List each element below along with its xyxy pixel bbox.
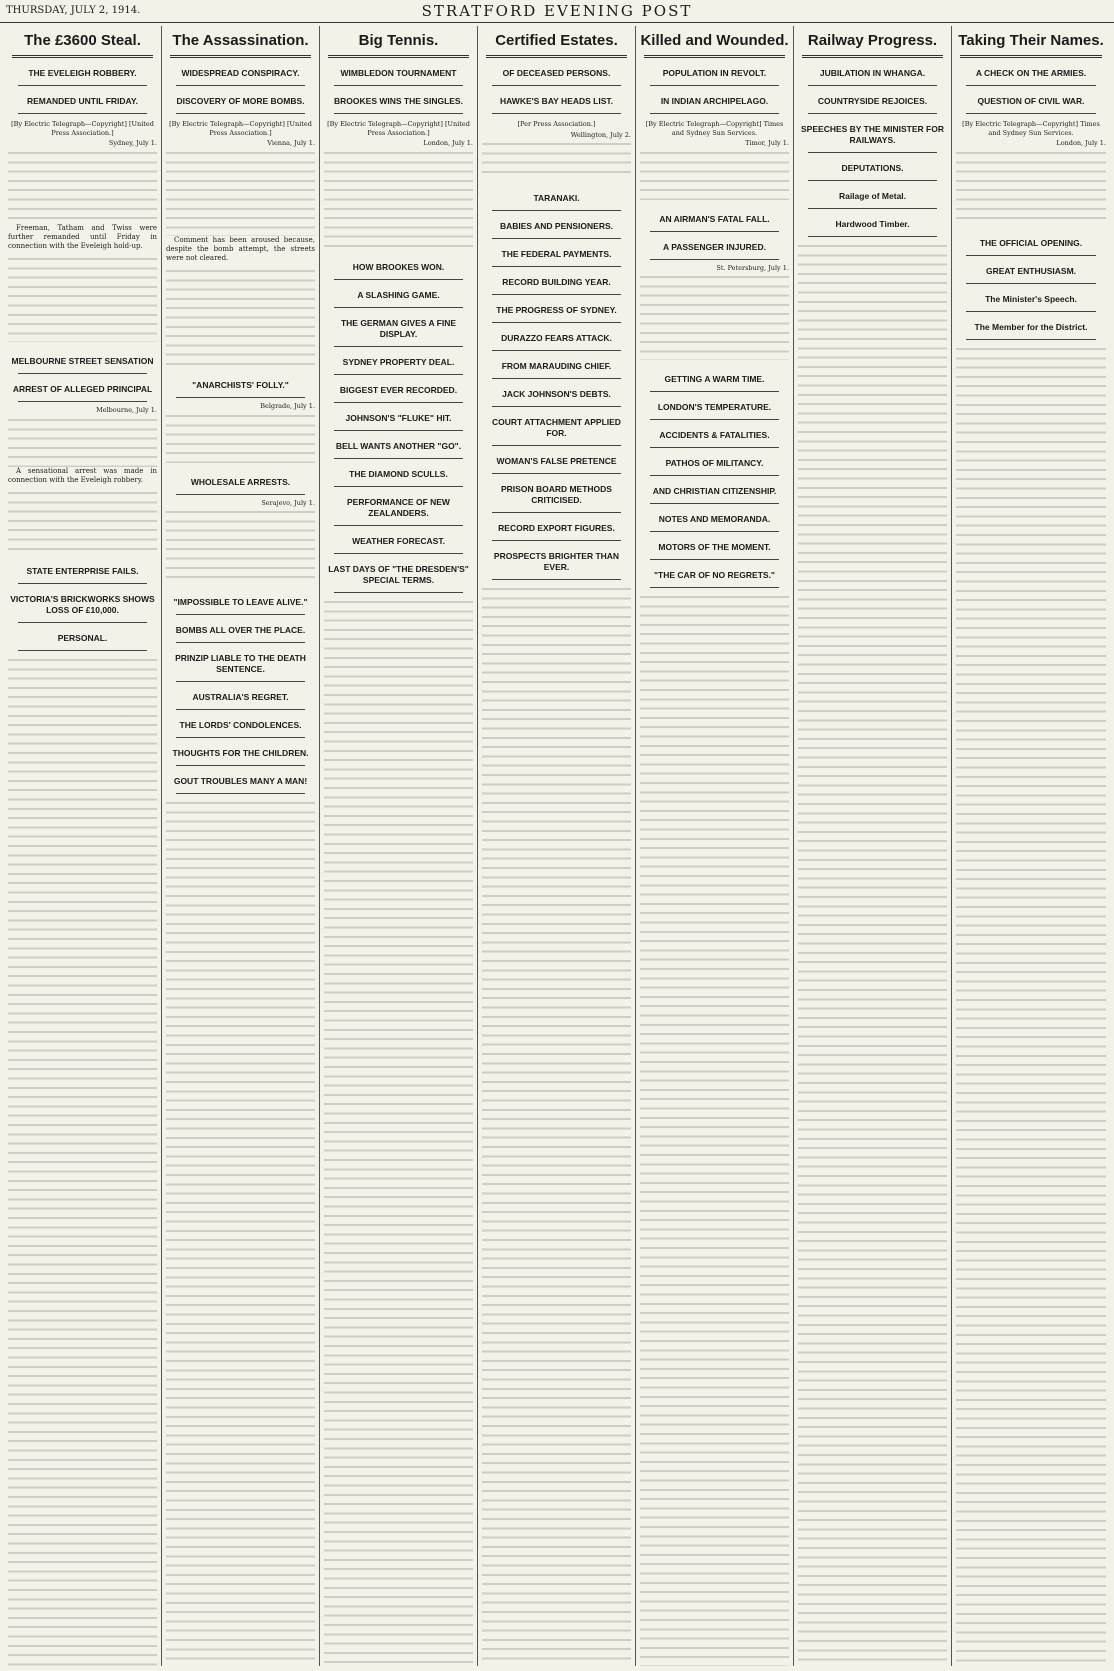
section-rule xyxy=(18,85,147,86)
section-rule xyxy=(650,85,779,86)
section-rule xyxy=(18,650,147,651)
column-heading: The £3600 Steal. xyxy=(24,32,141,49)
section-rule xyxy=(334,374,463,375)
subheading: A PASSENGER INJURED. xyxy=(663,241,766,252)
body-text-lines xyxy=(798,241,947,1666)
section-rule xyxy=(492,238,621,239)
subheading: AUSTRALIA'S REGRET. xyxy=(192,692,289,703)
section-rule xyxy=(650,503,779,504)
subheading: RECORD EXPORT FIGURES. xyxy=(498,523,615,533)
subheading: RECORD BUILDING YEAR. xyxy=(502,277,611,287)
subheading: The Minister's Speech. xyxy=(985,293,1077,304)
section-rule xyxy=(176,494,305,495)
section-rule xyxy=(334,346,463,347)
subheading: A CHECK ON THE ARMIES. xyxy=(975,68,1087,78)
subheading: "IMPOSSIBLE TO LEAVE ALIVE." xyxy=(173,597,308,608)
section-rule xyxy=(650,531,779,532)
subheading: PROSPECTS BRIGHTER THAN EVER. xyxy=(493,551,620,572)
wire-credit: [By Electric Telegraph—Copyright] Times and Sydney Sun Services. xyxy=(645,120,784,137)
subheading: JACK JOHNSON'S DEBTS. xyxy=(502,389,611,399)
section-rule xyxy=(176,793,305,794)
subheading: POPULATION IN REVOLT. xyxy=(662,68,767,78)
subheading: HOW BROOKES WON. xyxy=(352,261,445,272)
section-rule xyxy=(18,622,147,623)
column-heading: The Assassination. xyxy=(172,32,309,49)
section-rule xyxy=(334,113,463,114)
body-text-lines xyxy=(8,655,157,1666)
subheading: LAST DAYS OF "THE DRESDEN'S" SPECIAL TERMS. xyxy=(328,563,469,585)
subheading: VICTORIA'S BRICKWORKS SHOWS LOSS OF £10,000. xyxy=(10,594,155,616)
body-text-lines xyxy=(166,266,315,366)
subheading: Hardwood Timber. xyxy=(835,219,910,229)
section-rule xyxy=(176,765,305,766)
subheading: A SLASHING GAME. xyxy=(357,289,440,300)
subheading: THE FEDERAL PAYMENTS. xyxy=(501,249,612,259)
subheading: BOMBS ALL OVER THE PLACE. xyxy=(175,625,306,636)
section-rule xyxy=(808,180,937,181)
heading-rule xyxy=(486,55,627,58)
subheading: BROOKES WINS THE SINGLES. xyxy=(334,96,463,106)
subheading: STATE ENTERPRISE FAILS. xyxy=(26,566,139,577)
section-rule xyxy=(334,279,463,280)
subheading: MELBOURNE STREET SENSATION xyxy=(11,356,154,367)
subheading: "ANARCHISTS' FOLLY." xyxy=(192,380,289,391)
section-rule xyxy=(966,85,1096,86)
subheading: SPEECHES BY THE MINISTER FOR RAILWAYS. xyxy=(801,124,944,145)
subheading: ACCIDENTS & FATALITIES. xyxy=(659,430,770,440)
subheading: PERFORMANCE OF NEW ZEALANDERS. xyxy=(347,496,450,518)
subheading: FROM MARAUDING CHIEF. xyxy=(501,361,612,371)
subheading: BIGGEST EVER RECORDED. xyxy=(339,384,458,395)
heading-rule xyxy=(960,55,1102,58)
subheading: THE OFFICIAL OPENING. xyxy=(979,237,1083,248)
subheading: DISCOVERY OF MORE BOMBS. xyxy=(176,96,305,106)
section-rule xyxy=(492,294,621,295)
section-rule xyxy=(966,255,1096,256)
section-rule xyxy=(334,430,463,431)
column-5 xyxy=(636,26,794,1666)
section-rule xyxy=(650,259,779,260)
subheading: QUESTION OF CIVIL WAR. xyxy=(977,96,1085,106)
subheading: MOTORS OF THE MOMENT. xyxy=(658,542,771,552)
subheading: NOTES AND MEMORANDA. xyxy=(658,514,771,524)
column-4 xyxy=(478,26,636,1666)
subheading: WIMBLEDON TOURNAMENT xyxy=(340,68,457,78)
subheading: COUNTRYSIDE REJOICES. xyxy=(817,96,928,106)
column-heading: Taking Their Names. xyxy=(958,32,1104,49)
subheading: WEATHER FORECAST. xyxy=(352,535,445,546)
subheading: AN AIRMAN'S FATAL FALL. xyxy=(659,213,770,224)
column-heading: Big Tennis. xyxy=(358,32,439,49)
subheading: TARANAKI. xyxy=(533,193,580,203)
section-rule xyxy=(492,322,621,323)
section-rule xyxy=(176,614,305,615)
body-text-lines xyxy=(166,148,315,236)
wire-credit: [By Electric Telegraph—Copyright] Times and Sydney Sun Services. xyxy=(962,120,1100,137)
section-rule xyxy=(492,540,621,541)
section-rule xyxy=(176,85,305,86)
section-rule xyxy=(492,350,621,351)
section-rule xyxy=(492,579,621,580)
section-rule xyxy=(334,553,463,554)
section-rule xyxy=(650,475,779,476)
body-text-lines xyxy=(166,507,315,583)
dateline: Timor, July 1. xyxy=(745,139,789,147)
subheading: REMANDED UNTIL FRIDAY. xyxy=(27,96,138,106)
body-text-lines xyxy=(8,488,157,552)
wire-credit: [By Electric Telegraph—Copyright] [United Press Association.] xyxy=(11,120,154,137)
body-text-lines xyxy=(8,415,157,467)
section-rule xyxy=(176,709,305,710)
section-rule xyxy=(650,419,779,420)
column-3 xyxy=(320,26,478,1666)
section-rule xyxy=(966,339,1096,340)
section-rule xyxy=(808,236,937,237)
subheading: "THE CAR OF NO REGRETS." xyxy=(654,570,775,580)
section-rule xyxy=(176,397,305,398)
section-rule xyxy=(18,113,147,114)
dateline: St. Petersburg, July 1. xyxy=(716,263,789,272)
subheading: Railage of Metal. xyxy=(838,191,907,201)
subheading: IN INDIAN ARCHIPELAGO. xyxy=(660,96,769,106)
subheading: PRISON BOARD METHODS CRITICISED. xyxy=(501,484,612,505)
subheading: LONDON'S TEMPERATURE. xyxy=(657,402,772,412)
subheading: GETTING A WARM TIME. xyxy=(664,374,765,384)
heading-rule xyxy=(802,55,943,58)
section-rule xyxy=(176,681,305,682)
section-rule xyxy=(18,401,147,402)
subheading: THE PROGRESS OF SYDNEY. xyxy=(496,305,617,315)
section-rule xyxy=(334,525,463,526)
section-rule xyxy=(492,85,621,86)
body-text-lines xyxy=(956,148,1106,224)
section-rule xyxy=(18,583,147,584)
section-rule xyxy=(808,85,937,86)
body-text-lines xyxy=(640,592,789,1666)
newspaper-title: STRATFORD EVENING POST xyxy=(421,2,693,20)
body-text-lines xyxy=(166,411,315,463)
section-rule xyxy=(18,373,147,374)
column-heading: Railway Progress. xyxy=(807,32,938,49)
section-rule xyxy=(492,266,621,267)
body-text-lines xyxy=(324,597,473,1667)
wire-credit: [Per Press Association.] xyxy=(517,120,596,128)
subheading: THOUGHTS FOR THE CHILDREN. xyxy=(172,748,309,759)
column-heading: Killed and Wounded. xyxy=(640,32,789,49)
section-rule xyxy=(334,592,463,593)
subheading: BABIES AND PENSIONERS. xyxy=(499,221,614,231)
body-text-lines xyxy=(324,148,473,248)
subheading: OF DECEASED PERSONS. xyxy=(502,68,611,78)
column-7 xyxy=(952,26,1110,1666)
subheading: HAWKE'S BAY HEADS LIST. xyxy=(499,96,613,106)
dateline: Vienna, July 1. xyxy=(267,139,315,147)
heading-rule xyxy=(170,55,311,58)
subheading: THE EVELEIGH ROBBERY. xyxy=(28,68,137,78)
article-text: Comment has been aroused because, despite the bomb attempt, the streets were not cleared. xyxy=(166,235,315,263)
article-text: A sensational arrest was made in connection with the Eveleigh robbery. xyxy=(8,466,157,485)
subheading: BELL WANTS ANOTHER "GO". xyxy=(335,440,462,451)
heading-rule xyxy=(644,55,785,58)
subheading: JUBILATION IN WHANGA. xyxy=(819,68,926,78)
subheading: THE LORDS' CONDOLENCES. xyxy=(179,720,302,731)
section-rule xyxy=(808,208,937,209)
section-rule xyxy=(650,587,779,588)
section-rule xyxy=(966,113,1096,114)
body-text-lines xyxy=(640,148,789,200)
heading-rule xyxy=(12,55,153,58)
subheading: PRINZIP LIABLE TO THE DEATH SENTENCE. xyxy=(175,653,306,675)
body-text-lines xyxy=(640,272,789,360)
subheading: DURAZZO FEARS ATTACK. xyxy=(501,333,612,343)
dateline: Belgrade, July 1. xyxy=(260,402,315,411)
section-rule xyxy=(176,113,305,114)
dateline: London, July 1. xyxy=(423,139,473,147)
article-text: Freeman, Tatham and Twiss were further remanded until Friday in connection with the Eveleigh hold-up. xyxy=(8,223,157,251)
section-rule xyxy=(334,458,463,459)
column-heading: Certified Estates. xyxy=(495,32,618,49)
section-rule xyxy=(492,445,621,446)
subheading: AND CHRISTIAN CITIZENSHIP. xyxy=(652,486,777,496)
dateline: Sydney, July 1. xyxy=(108,139,157,147)
dateline: Wellington, July 2. xyxy=(570,130,631,139)
subheading: The Member for the District. xyxy=(974,321,1088,332)
section-rule xyxy=(176,737,305,738)
section-rule xyxy=(650,113,779,114)
column-2 xyxy=(162,26,320,1666)
section-rule xyxy=(492,406,621,407)
section-rule xyxy=(650,559,779,560)
section-rule xyxy=(334,402,463,403)
subheading: PATHOS OF MILITANCY. xyxy=(665,458,764,468)
issue-date: THURSDAY, JULY 2, 1914. xyxy=(6,5,141,16)
section-rule xyxy=(808,152,937,153)
section-rule xyxy=(492,473,621,474)
section-rule xyxy=(492,210,621,211)
dateline: London, July 1. xyxy=(1056,139,1106,147)
subheading: JOHNSON'S "FLUKE" HIT. xyxy=(345,412,452,423)
section-rule xyxy=(334,85,463,86)
body-text-lines xyxy=(956,344,1106,1667)
subheading: WHOLESALE ARRESTS. xyxy=(190,476,291,487)
wire-credit: [By Electric Telegraph—Copyright] [United Press Association.] xyxy=(169,120,312,137)
section-rule xyxy=(492,378,621,379)
subheading: DEPUTATIONS. xyxy=(841,163,904,173)
section-rule xyxy=(492,512,621,513)
masthead xyxy=(0,0,1114,23)
subheading: THE DIAMOND SCULLS. xyxy=(349,468,448,479)
body-text-lines xyxy=(482,139,631,179)
column-1 xyxy=(4,26,162,1666)
subheading: GREAT ENTHUSIASM. xyxy=(985,265,1077,276)
heading-rule xyxy=(328,55,469,58)
body-text-lines xyxy=(8,148,157,224)
body-text-lines xyxy=(8,254,157,342)
section-rule xyxy=(492,113,621,114)
columns xyxy=(4,26,1110,1666)
section-rule xyxy=(650,447,779,448)
wire-credit: [By Electric Telegraph—Copyright] [United Press Association.] xyxy=(327,120,470,137)
section-rule xyxy=(650,391,779,392)
column-6 xyxy=(794,26,952,1666)
subheading: THE GERMAN GIVES A FINE DISPLAY. xyxy=(340,317,457,339)
section-rule xyxy=(808,113,937,114)
subheading: COURT ATTACHMENT APPLIED FOR. xyxy=(492,417,621,438)
section-rule xyxy=(334,486,463,487)
subheading: SYDNEY PROPERTY DEAL. xyxy=(342,356,455,367)
subheading: GOUT TROUBLES MANY A MAN! xyxy=(173,776,308,787)
section-rule xyxy=(966,311,1096,312)
body-text-lines xyxy=(482,584,631,1666)
subheading: WOMAN'S FALSE PRETENCE xyxy=(496,456,617,466)
section-rule xyxy=(650,231,779,232)
body-text-lines xyxy=(166,798,315,1666)
dateline: Melbourne, July 1. xyxy=(96,406,157,415)
subheading: PERSONAL. xyxy=(57,633,108,644)
subheading: ARREST OF ALLEGED PRINCIPAL xyxy=(12,384,153,395)
dateline: Serajevo, July 1. xyxy=(261,498,315,507)
section-rule xyxy=(176,642,305,643)
section-rule xyxy=(966,283,1096,284)
subheading: WIDESPREAD CONSPIRACY. xyxy=(181,68,300,78)
section-rule xyxy=(334,307,463,308)
